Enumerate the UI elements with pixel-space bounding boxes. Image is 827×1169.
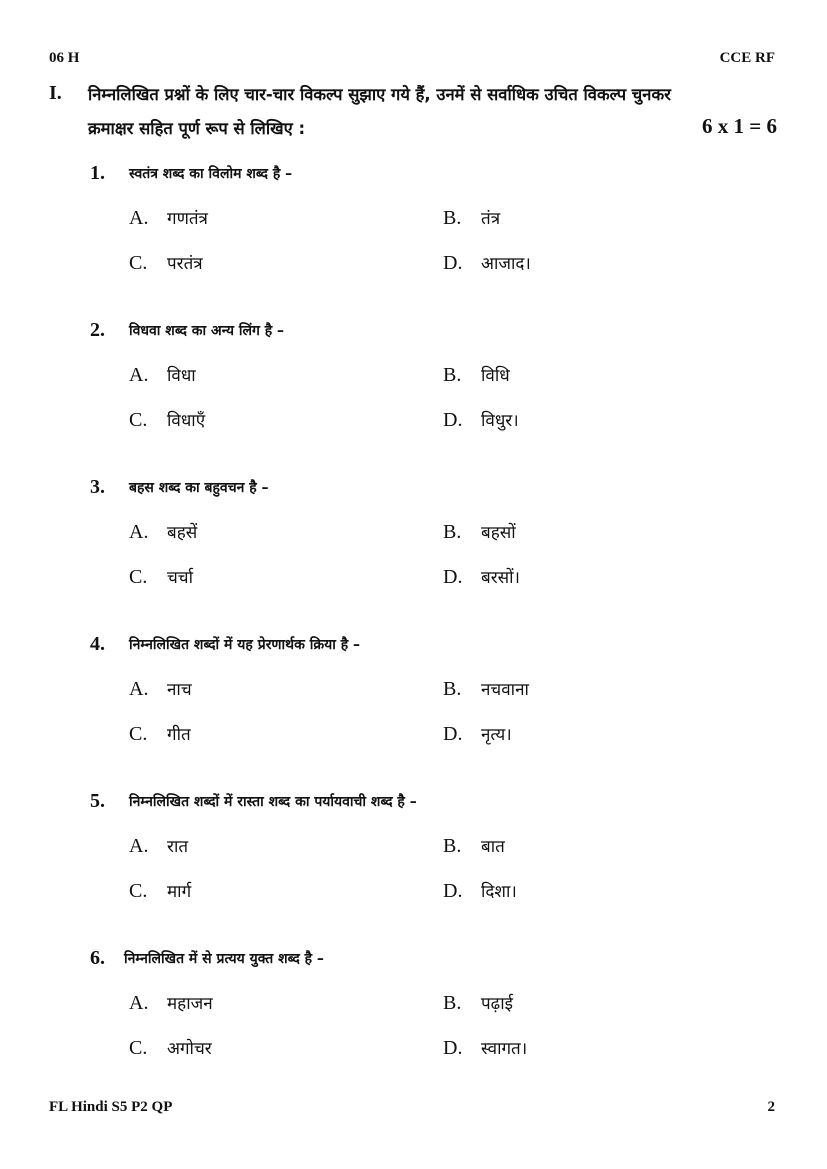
option-text: चर्चा — [167, 568, 193, 588]
option-text: आजाद। — [481, 254, 531, 274]
option-b — [443, 677, 529, 701]
option-letter: B. — [443, 678, 462, 700]
option-letter: D. — [443, 880, 463, 902]
question-2 — [0, 319, 827, 449]
section-marks: 6 x 1 = 6 — [702, 114, 777, 138]
option-letter: A. — [129, 207, 149, 229]
option-b — [443, 520, 516, 544]
option-text: महाजन — [167, 994, 213, 1014]
option-a — [129, 677, 192, 701]
option-text: नृत्य। — [481, 725, 512, 745]
question-number: 1. — [90, 162, 105, 184]
option-letter: D. — [443, 723, 463, 745]
option-letter: C. — [129, 566, 148, 588]
option-letter: A. — [129, 678, 149, 700]
option-b — [443, 206, 500, 230]
option-d — [443, 408, 519, 432]
option-c — [129, 879, 191, 903]
option-c — [129, 1036, 212, 1060]
question-number: 2. — [90, 319, 105, 341]
option-letter: B. — [443, 521, 462, 543]
page-number: 2 — [767, 1099, 775, 1115]
option-letter: B. — [443, 835, 462, 857]
section-number: I. — [49, 82, 62, 104]
option-letter: B. — [443, 364, 462, 386]
option-text: नचवाना — [481, 680, 529, 700]
option-letter: C. — [129, 1037, 148, 1059]
option-text: विधा — [167, 366, 196, 386]
option-text: नाच — [167, 680, 192, 700]
option-letter: B. — [443, 992, 462, 1014]
option-a — [129, 206, 208, 230]
option-text: बात — [481, 837, 505, 857]
option-b — [443, 834, 505, 858]
option-text: रात — [167, 837, 189, 857]
option-text: बहसें — [167, 523, 198, 543]
option-d — [443, 565, 520, 589]
option-d — [443, 879, 517, 903]
option-a — [129, 520, 197, 544]
option-text: स्वागत। — [481, 1039, 528, 1059]
option-letter: D. — [443, 566, 463, 588]
option-letter: A. — [129, 992, 149, 1014]
option-text: मार्ग — [167, 882, 192, 902]
option-text: बहसों — [481, 523, 516, 543]
option-c — [129, 722, 191, 746]
question-text: निम्नलिखित शब्दों में रास्ता शब्द का पर्यायवाची शब्द है – — [129, 794, 417, 810]
option-d — [443, 722, 512, 746]
option-text: अगोचर — [167, 1039, 212, 1059]
option-a — [129, 834, 188, 858]
option-text: तंत्र — [481, 209, 501, 229]
option-text: बरसों। — [481, 568, 520, 588]
option-b — [443, 991, 513, 1015]
question-number: 3. — [90, 476, 105, 498]
paper-code: 06 H — [49, 50, 80, 66]
question-number: 6. — [90, 947, 105, 969]
option-letter: C. — [129, 723, 148, 745]
section-instruction-line1: निम्नलिखित प्रश्नों के लिए चार-चार विकल्प सुझाए गये हैं, उनमें से सर्वाधिक उचित विकल्प चुनकर — [88, 85, 671, 104]
option-d — [443, 251, 531, 275]
question-5 — [0, 790, 827, 920]
question-text: निम्नलिखित में से प्रत्यय युक्त शब्द है – — [124, 951, 324, 967]
option-letter: A. — [129, 521, 149, 543]
option-text: दिशा। — [481, 882, 517, 902]
option-c — [129, 408, 205, 432]
option-text: विधाएँ — [167, 411, 206, 431]
question-3 — [0, 476, 827, 606]
option-letter: A. — [129, 364, 149, 386]
option-letter: C. — [129, 880, 148, 902]
option-text: गीत — [167, 725, 191, 745]
exam-code: CCE RF — [719, 50, 775, 66]
option-text: पढ़ाई — [481, 994, 513, 1014]
footer-paper-title: FL Hindi S5 P2 QP — [49, 1099, 173, 1115]
section-instruction-line2: क्रमाक्षर सहित पूर्ण रूप से लिखिए : — [88, 119, 306, 138]
option-letter: C. — [129, 252, 148, 274]
option-letter: A. — [129, 835, 149, 857]
question-text: बहस शब्द का बहुवचन है – — [129, 480, 269, 496]
question-1 — [0, 162, 827, 292]
option-text: विधि — [481, 366, 510, 386]
question-text: विधवा शब्द का अन्य लिंग है – — [129, 323, 285, 339]
option-text: विधुर। — [481, 411, 519, 431]
option-b — [443, 363, 510, 387]
option-text: गणतंत्र — [167, 209, 208, 229]
option-c — [129, 565, 193, 589]
question-4 — [0, 633, 827, 763]
question-number: 5. — [90, 790, 105, 812]
question-text: निम्नलिखित शब्दों में यह प्रेरणार्थक क्रिया है – — [129, 637, 361, 653]
option-a — [129, 991, 213, 1015]
option-d — [443, 1036, 527, 1060]
option-c — [129, 251, 203, 275]
option-text: परतंत्र — [167, 254, 203, 274]
question-6 — [0, 947, 827, 1077]
option-letter: D. — [443, 252, 463, 274]
option-letter: D. — [443, 1037, 463, 1059]
option-letter: D. — [443, 409, 463, 431]
option-letter: B. — [443, 207, 462, 229]
option-a — [129, 363, 196, 387]
question-text: स्वतंत्र शब्द का विलोम शब्द है – — [129, 166, 293, 182]
option-letter: C. — [129, 409, 148, 431]
question-number: 4. — [90, 633, 105, 655]
